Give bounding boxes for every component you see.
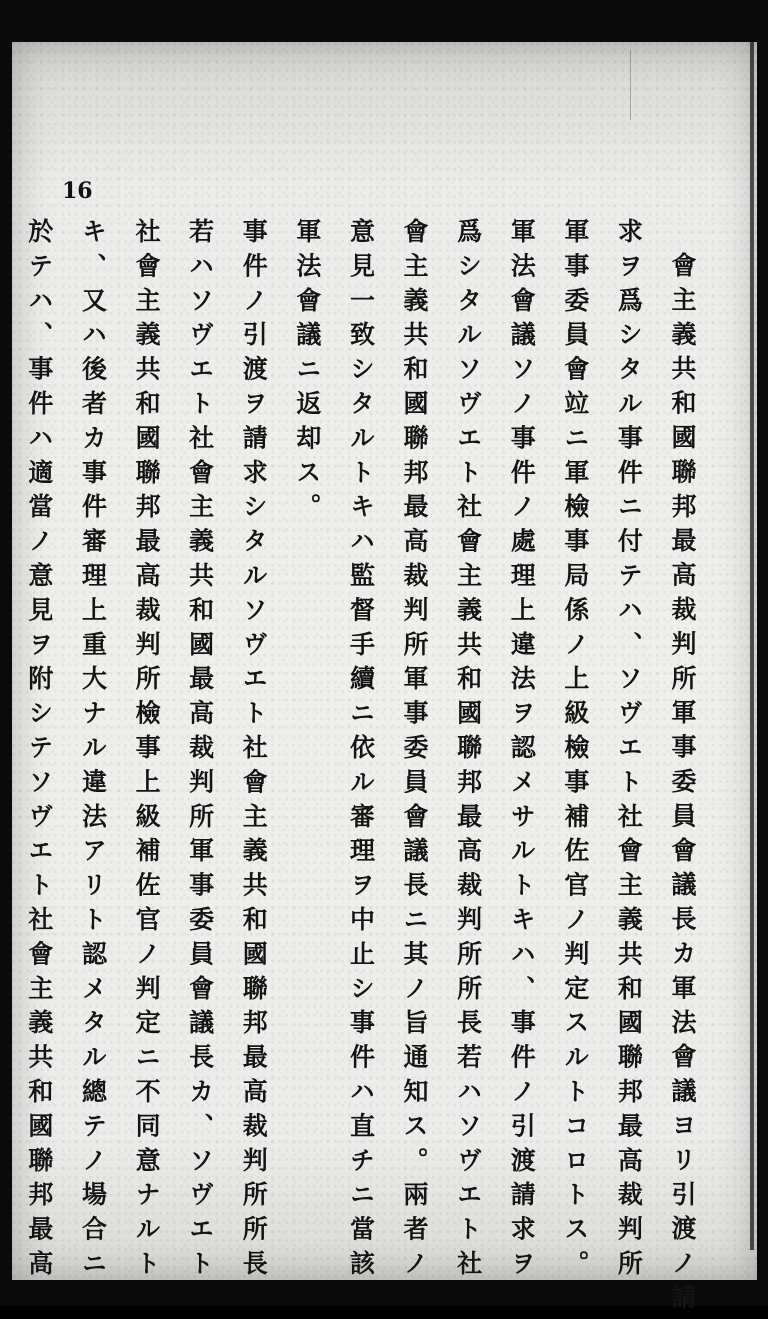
text-column-6: 會主義共和國聯邦最高裁判所軍事委員會議長ニ其ノ旨通知ス。兩者ノ [400,218,430,1285]
page-fold-mark [630,50,631,120]
text-column-8: 軍法會議ニ返却ス。 [292,218,322,528]
text-column-13: 於テハ、事件ハ適當ノ意見ヲ附シテソヴエト社會主義共和國聯邦最高 [24,218,54,1285]
text-column-12: キ、又ハ後者カ事件審理上重大ナル違法アリト認メタル總テノ場合ニ [78,218,108,1285]
vertical-text-block [0,218,700,1319]
text-column-2: 求ヲ爲シタル事件ニ付テハ、ソヴエト社會主義共和國聯邦最高裁判所 [614,218,644,1285]
page-edge-shadow [750,40,754,1250]
text-column-10: 若ハソヴエト社會主義共和國最高裁判所軍事委員會議長カ、ソヴエト [185,218,215,1285]
text-column-9: 事件ノ引渡ヲ請求シタルソヴエト社會主義共和國聯邦最高裁判所所長 [239,218,269,1285]
text-column-4: 軍法會議ソノ事件ノ處理上違法ヲ認メサルトキハ、事件ノ引渡請求ヲ [507,218,537,1285]
text-column-1: 會主義共和國聯邦最高裁判所軍事委員會議長カ軍法會議ヨリ引渡ノ請 [668,252,697,1319]
text-column-11: 社會主義共和國聯邦最高裁判所檢事上級補佐官ノ判定ニ不同意ナルト [132,218,162,1285]
text-column-5: 爲シタルソヴエト社會主義共和國聯邦最高裁判所所長若ハソヴエト社 [453,218,483,1285]
text-column-7: 意見一致シタルトキハ監督手續ニ依ル審理ヲ中止シ事件ハ直チニ當該 [346,218,376,1285]
text-column-14 [0,218,3,1198]
text-column-3: 軍事委員會竝ニ軍檢事局係ノ上級檢事補佐官ノ判定スルトコロトス。 [560,218,590,1285]
page-number: 16 [62,178,93,204]
